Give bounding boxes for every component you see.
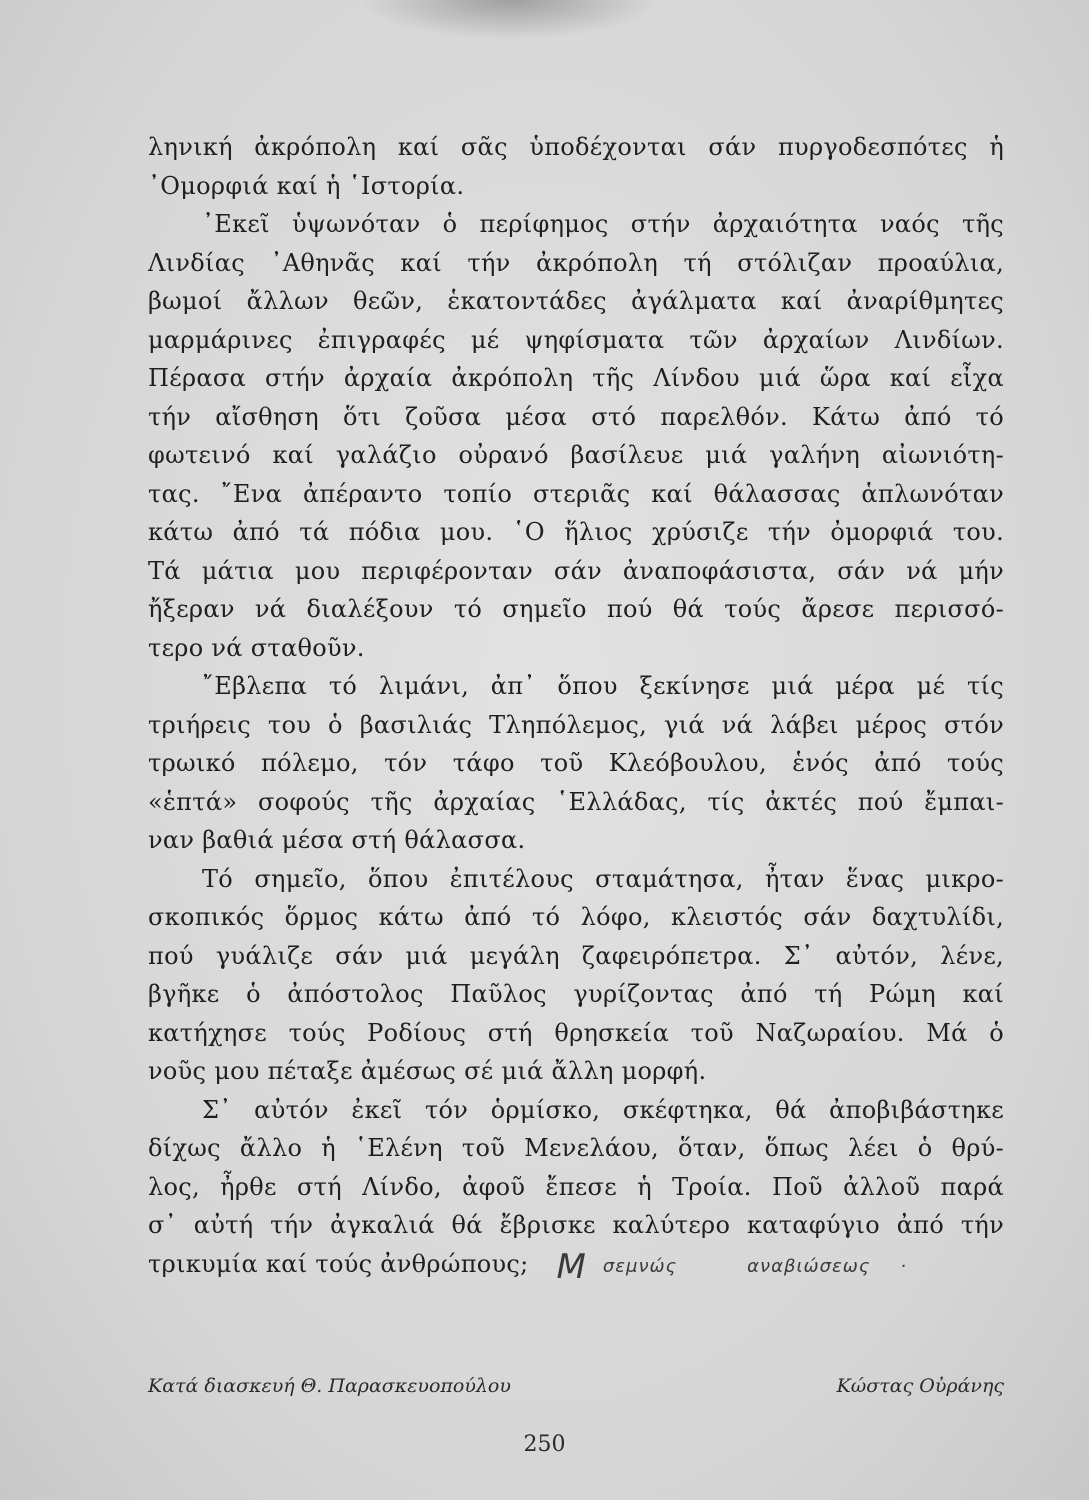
text-line: Λινδίας ᾿Αθηνᾶς καί τήν ἀκρόπολη τή στόλιζαν προαύλια, bbox=[148, 248, 1004, 277]
text-line: ᾿Ομορφιά καί ἡ ῾Ιστορία. bbox=[148, 171, 465, 200]
text-line: βγῆκε ὁ ἀπόστολος Παῦλος γυρίζοντας ἀπό τή Ρώμη καί bbox=[148, 980, 1004, 1008]
text-line: νοῦς μου πέταξε ἀμέσως σέ μιά ἄλλη μορφή. bbox=[148, 1057, 707, 1085]
text-line: Σ᾿ αὐτόν ἐκεῖ τόν ὁρμίσκο, σκέφτηκα, θά ἀποβιβάστηκε bbox=[202, 1095, 1004, 1124]
text-line: λος, ἦρθε στή Λίνδο, ἀφοῦ ἔπεσε ἡ Τροία. Ποῦ ἀλλοῦ παρά bbox=[148, 1172, 1004, 1201]
text-line: δίχως ἄλλο ἡ ῾Ελένη τοῦ Μενελάου, ὅταν, ὅπως λέει ὁ θρύ- bbox=[148, 1134, 1004, 1162]
text-line-last bbox=[148, 1245, 1004, 1287]
scan-shadow bbox=[360, 0, 660, 40]
text-line: φωτεινό καί γαλάζιο οὐρανό βασίλευε μιά γαλήνη αἰωνιότη- bbox=[148, 441, 1004, 469]
text-line-content: τρικυμία καί τούς ἀνθρώπους; bbox=[148, 1249, 529, 1278]
text-line: ληνική ἀκρόπολη καί σᾶς ὑποδέχονται σάν πυργοδεσπότες ἡ bbox=[148, 133, 1004, 161]
text-line: σκοπικός ὅρμος κάτω ἀπό τό λόφο, κλειστός σάν δαχτυλίδι, bbox=[148, 903, 1004, 931]
handwritten-word: αναβιώσεως bbox=[747, 1255, 871, 1277]
text-line: κάτω ἀπό τά πόδια μου. ῾Ο ἥλιος χρύσιζε τήν ὀμορφιά του. bbox=[148, 518, 1004, 546]
author-name: Κώστας Οὐράνης bbox=[836, 1375, 1004, 1397]
text-line: βωμοί ἄλλων θεῶν, ἑκατοντάδες ἀγάλματα καί ἀναρίθμητες bbox=[148, 287, 1004, 315]
handwritten-word: σεμνώς bbox=[602, 1255, 678, 1277]
text-line: ἤξεραν νά διαλέξουν τό σημεῖο πού θά τούς ἄρεσε περισσό- bbox=[148, 595, 1004, 623]
text-line: τριήρεις του ὁ βασιλιάς Τληπόλεμος, γιά νά λάβει μέρος στόν bbox=[148, 710, 1004, 739]
text-line: τρωικό πόλεμο, τόν τάφο τοῦ Κλεόβουλου, ἑνός ἀπό τούς bbox=[148, 749, 1004, 777]
text-line: σ᾿ αὐτή τήν ἀγκαλιά θά ἔβρισκε καλύτερο καταφύγιο ἀπό τήν bbox=[148, 1211, 1004, 1239]
text-line: ᾿Εκεῖ ὑψωνόταν ὁ περίφημος στήν ἀρχαιότητα ναός τῆς bbox=[202, 210, 1004, 238]
text-line: τερο νά σταθοῦν. bbox=[148, 633, 365, 662]
text-line: Τά μάτια μου περιφέρονταν σάν ἀναποφάσιστα, σάν νά μήν bbox=[148, 556, 1004, 585]
handwritten-end: · bbox=[900, 1255, 908, 1277]
text-line: πού γυάλιζε σάν μιά μεγάλη ζαφειρόπετρα. Σ᾿ αὐτόν, λένε, bbox=[148, 941, 1004, 970]
text-line: τήν αἴσθηση ὅτι ζοῦσα μέσα στό παρελθόν. Κάτω ἀπό τό bbox=[148, 402, 1004, 431]
text-line: ῎Εβλεπα τό λιμάνι, ἀπ᾿ ὅπου ξεκίνησε μιά μέρα μέ τίς bbox=[202, 672, 1004, 700]
page-footer bbox=[148, 1375, 1004, 1397]
page-number: 250 bbox=[523, 1432, 566, 1457]
text-line: Τό σημεῖο, ὅπου ἐπιτέλους σταμάτησα, ἦταν ἕνας μικρο- bbox=[202, 864, 1004, 893]
text-line: κατήχησε τούς Ροδίους στή θρησκεία τοῦ Ναζωραίου. Μά ὁ bbox=[148, 1018, 1004, 1047]
handwritten-annotation bbox=[557, 1248, 908, 1287]
text-line: «ἑπτά» σοφούς τῆς ἀρχαίας ῾Ελλάδας, τίς ἀκτές πού ἔμπαι- bbox=[148, 787, 1004, 816]
text-line: τας. ῎Ενα ἀπέραντο τοπίο στεριᾶς καί θάλασσας ἁπλωνόταν bbox=[148, 479, 1004, 508]
handwritten-mark: M bbox=[556, 1246, 587, 1287]
body-text bbox=[148, 128, 1004, 1287]
adaptation-credit: Κατά διασκευή Θ. Παρασκευοπούλου bbox=[148, 1375, 511, 1397]
text-line: ναν βαθιά μέσα στή θάλασσα. bbox=[148, 826, 526, 854]
text-line: Πέρασα στήν ἀρχαία ἀκρόπολη τῆς Λίνδου μιά ὥρα καί εἶχα bbox=[148, 364, 1004, 392]
text-line: μαρμάρινες ἐπιγραφές μέ ψηφίσματα τῶν ἀρχαίων Λινδίων. bbox=[148, 325, 1004, 354]
